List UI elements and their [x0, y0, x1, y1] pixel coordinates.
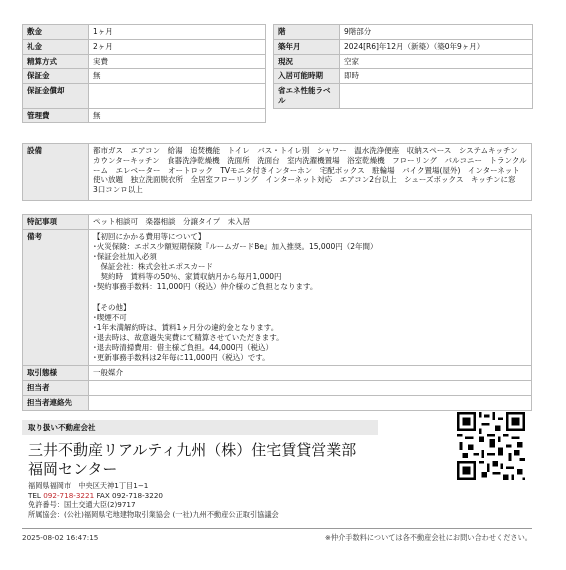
- label-floor: 階: [274, 25, 340, 40]
- info-row: [23, 84, 533, 109]
- company-name: 三井不動産リアルティ九州（株）住宅賃貸営業部 福岡センター: [28, 441, 372, 478]
- value-equipment: 都市ガス エアコン 給湯 追焚機能 トイレ バス・トイレ別 シャワー 温水洗浄便座 収納スペース システムキッチン カウンターキッチン 食器洗浄乾燥機 洗面所 洗面台 室内洗濯機置場 浴室乾燥機 フローリング バルコニー トランクルーム エレベーター オートロック TVモニタ付きインターホン 宅配ボックス 駐輪場 バイク置場(屋外) インターネット使い放題 独立洗面脱衣所 全居室フローリング インターネット対応 エアコン2台以上 シューズボックス キッチンに窓 3口コンロ以上: [89, 144, 532, 201]
- value-remarks: 【初回にかかる費用等について】 ･火災保険：エポス少額短期保険『ルームガードBe』加入推奨。15,000円（2年間） ･保証会社加入必須 保証会社：株式会社エポスカード 契約時 賃料等の50％、家賃収納月から毎月1,000円 ･契約事務手数料：11,000円（税込）仲介様のご負担となります。 【その他】 ･喫煙不可 ･1年未満解約時は、賃料1ヶ月分の違約金となります。 ･退去時は、故意過失実費にて精算させていただきます。 ･退去時清掃費用：借主様ご負担。44,000円（税込） ･更新事務手数料は2年毎に11,000円（税込）です。: [89, 229, 532, 366]
- label-settlement: 精算方式: [23, 54, 89, 69]
- value-reikin: 2ヶ月: [89, 39, 266, 54]
- print-timestamp: 2025-08-02 16:47:15: [22, 533, 99, 542]
- label-staff-contact: 担当者連絡先: [23, 395, 89, 410]
- label-transaction-type: 取引態様: [23, 366, 89, 381]
- label-staff: 担当者: [23, 381, 89, 396]
- qr-code-icon: [457, 412, 525, 480]
- info-row: [23, 229, 532, 366]
- license-number: 免許番号：国土交通大臣(2)9717: [28, 500, 136, 509]
- value-deposit-amortization: [89, 84, 266, 109]
- company-section-label: 取り扱い不動産会社: [22, 420, 378, 435]
- value-staff-contact: [89, 395, 532, 410]
- label-equipment: 設備: [23, 144, 89, 201]
- value-energy-label: [340, 84, 533, 109]
- label-deposit-amortization: 保証金償却: [23, 84, 89, 109]
- value-built-date: 2024[R6]年12月（新築）（築0年9ヶ月）: [340, 39, 533, 54]
- value-deposit: 無: [89, 69, 266, 84]
- fax-number: FAX 092-718-3220: [96, 490, 163, 500]
- info-row: [23, 366, 532, 381]
- info-row: [23, 39, 533, 54]
- label-move-in: 入居可能時期: [274, 69, 340, 84]
- footer-note: ※仲介手数料については各不動産会社にお問い合わせください。: [324, 533, 532, 542]
- value-settlement: 実費: [89, 54, 266, 69]
- company-details: [28, 481, 279, 519]
- property-info-table-top: [22, 24, 533, 123]
- value-status: 空家: [340, 54, 533, 69]
- label-remarks: 備考: [23, 229, 89, 366]
- company-address: 福岡県福岡市 中央区天神1丁目1−1: [28, 481, 149, 490]
- info-row: [23, 25, 533, 40]
- label-built-date: 築年月: [274, 39, 340, 54]
- value-staff: [89, 381, 532, 396]
- footer-divider: [22, 528, 532, 529]
- info-row: [23, 381, 532, 396]
- info-row: [23, 215, 532, 230]
- label-shikikin: 敷金: [23, 25, 89, 40]
- label-status: 現況: [274, 54, 340, 69]
- label-reikin: 礼金: [23, 39, 89, 54]
- label-management-fee: 管理費: [23, 108, 89, 123]
- label-energy-label: 省エネ性能ラベル: [274, 84, 340, 109]
- tel-link[interactable]: 092-718-3221: [43, 490, 95, 500]
- value-special-notes: ペット相談可 楽器相談 分譲タイプ 未入居: [89, 215, 532, 230]
- value-floor: 9階部分: [340, 25, 533, 40]
- label-deposit: 保証金: [23, 69, 89, 84]
- label-special-notes: 特記事項: [23, 215, 89, 230]
- property-info-table-bottom: [22, 143, 532, 411]
- company-phone-line: [28, 491, 279, 501]
- value-transaction-type: 一般媒介: [89, 366, 532, 381]
- info-row: [23, 54, 533, 69]
- tel-label: TEL: [28, 490, 41, 500]
- info-row: [23, 144, 532, 201]
- association: 所属協会：(公社)福岡県宅地建物取引業協会 (一社)九州不動産公正取引協議会: [28, 509, 279, 519]
- info-row: [23, 395, 532, 410]
- value-move-in: 即時: [340, 69, 533, 84]
- info-row: [23, 69, 533, 84]
- value-management-fee: 無: [89, 108, 266, 123]
- info-row: [23, 108, 533, 123]
- value-shikikin: 1ヶ月: [89, 25, 266, 40]
